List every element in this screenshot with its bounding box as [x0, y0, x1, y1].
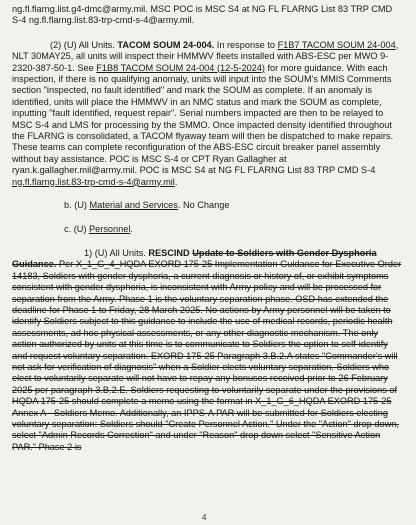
- reference-link-2[interactable]: F1B8 TACOM SOUM 24-004 (12-5-2024): [96, 62, 265, 73]
- rescind-label: RESCIND: [148, 247, 190, 258]
- paragraph-number: (2) (U) All Units.: [50, 39, 115, 50]
- item-b-label: Material and Services: [89, 200, 178, 211]
- paragraph-rescind: [12, 248, 402, 453]
- paragraph-number: 1) (U) All Units.: [84, 247, 146, 258]
- paragraph-tacom-soum: (2) (U) All Units. TACOM SOUM 24-004. In response to F1B7 TACOM SOUM 24-004, NLT 30MAY25, all units will inspect their HMMWV fleets installed with ABS-ESC per MWO 9-2320-387-50-1. See F1B8 TACOM SOUM 24-004 (12-5-2024) for more guidance. With each inspection, if there is no qualifying anomaly, units will input into the SOUM's MMIS Comments section "inspected, no fault identified" and mark the SOUM as complete. If an anomaly is identified, units will place the HMMWV in an NMC status and mark the SOUM as complete, inputting "fault identified, request repair". Serial numbers impacted are then to be relayed to MSC S-4 and LMS for processing by the SMMO. Once impacted density identified throughout the FLARNG is consolidated, a TACOM flyaway team will then be dispatched to make repairs. These teams can complete reconfiguration of the ABS-ESC circuit breaker panel assembly without bay assistance. POC is MSC S-4 or CPT Ryan Gallagher at ryan.k.gallagher.mil@army.mil. POC is MSC S4 at NG FL FLARNG List 83 TRP CMD S-4 ng.fl.flarng.list.83-trp-cmd-s-4@army.mil.: [12, 39, 399, 187]
- struck-heading: Update to Soldiers with Gender Dysphoria Guidance.: [12, 247, 377, 270]
- top-paragraph: ng.fl.flarng.list.g4-dmc@army.mil. MSC POC is MSC S4 at NG FL FLARNG List 83 TRP CMD S-4 ng.fl.flarng.list.83-trp-cmd-s-4@army.mil.: [12, 4, 393, 26]
- item-b: b. (U) Material and Services. No Change: [64, 200, 230, 211]
- struck-body: Per X_1_G_4_HQDA EXORD 175-25 Implementation Guidance for Executive Order 14183, Soldiers with gender dysphoria, a current diagnosis or history of, or exhibit symptoms consistent with gender dysphoria, is inconsistent with Army policy and will be processed for separation from the Army. Phase 1 is the voluntary separation phase. OSD has extended the deadline for Phase 1 to Friday, 28 March 2025. No actions by Army personnel will be taken to identify Soldiers subject to this guidance to include the use of medical records, periodic health assessments, ad hoc physical assessments, or any other diagnostic mechanism. The only action authorized by units at this time is to communicate to Soldiers the option to self-identify and request voluntary separation. EXORD 175-25 Paragraph 3.B.2.A states "Commander's will not ask for verification of diagnosis" when a Soldier elects voluntary separation. Soldiers who elect to voluntarily separate will not have to repay any bonuses received prior to 26 February 2025 per paragraph 3.B.2.E. Soldiers requesting to voluntarily separate under the provisions of HQDA 175-25 should complete a memo using the format in X_1_G_6_HQDA EXORD 175-25 Annex A - Soldiers Memo. Additionally, an IPPS-A PAR will be submitted for Soldiers electing voluntary separation: Soldiers should "Create Personnel Action." Under the "Action" drop down, select "Admin Records Correction" and under "Reason" drop down select "Sensitive Action PAR." Phase 2 is: [12, 259, 402, 452]
- item-c: c. (U) Personnel.: [64, 223, 133, 234]
- paragraph-heading: TACOM SOUM 24-004.: [117, 39, 215, 50]
- email-link[interactable]: ng.fl.flarng.list.83-trp-cmd-s-4@army.mil: [12, 176, 175, 187]
- item-c-label: Personnel: [89, 223, 131, 234]
- reference-link-1[interactable]: F1B7 TACOM SOUM 24-004: [277, 39, 396, 50]
- page-number: 4: [202, 512, 207, 522]
